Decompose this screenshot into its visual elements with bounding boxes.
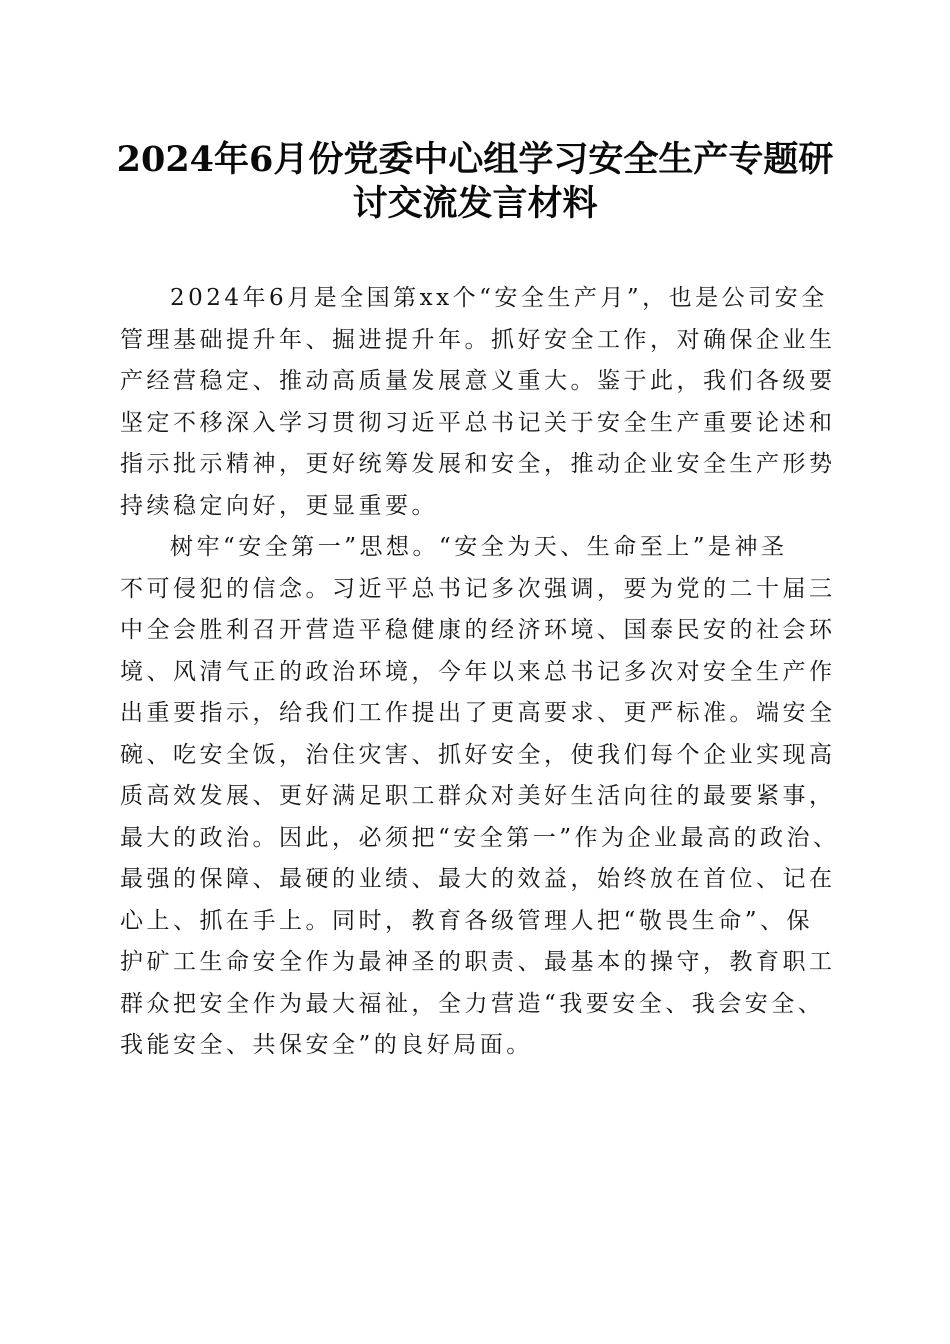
- title-line: 2024年6月份党委中心组学习安全生产专题研: [116, 139, 834, 180]
- paragraph-intro: [120, 278, 840, 527]
- paragraph-line: 中全会胜利召开营造平稳健康的经济环境、国泰民安的社会环: [120, 617, 836, 643]
- paragraph-line: 产经营稳定、推动高质量发展意义重大。鉴于此，我们各级要: [120, 368, 836, 394]
- document-body: [120, 278, 840, 1067]
- paragraph-line: 护矿工生命安全作为最神圣的职责、最基本的操守，教育职工: [120, 949, 836, 975]
- paragraph-line: 最强的保障、最硬的业绩、最大的效益，始终放在首位、记在: [120, 866, 836, 892]
- paragraph-line: 群众把安全作为最大福祉，全力营造“我要安全、我会安全、: [120, 990, 825, 1017]
- paragraph-line: 持续稳定向好，更显重要。: [120, 492, 438, 519]
- paragraph-line: 管理基础提升年、掘进提升年。抓好安全工作，对确保企业生: [120, 326, 836, 353]
- paragraph-line: 树牢“安全第一”思想。“安全为天、生命至上”是神圣: [170, 534, 788, 560]
- paragraph-line: 心上、抓在手上。同时，教育各级管理人把“敬畏生命”、保: [120, 907, 814, 934]
- document-title: [110, 138, 840, 226]
- paragraph-line: 出重要指示，给我们工作提出了更高要求、更严标准。端安全: [120, 700, 836, 726]
- paragraph-line: 指示批示精神，更好统筹发展和安全，推动企业安全生产形势: [120, 451, 836, 477]
- paragraph-line: 质高效发展、更好满足职工群众对美好生活向往的最要紧事，: [120, 783, 836, 809]
- title-line: 讨交流发言材料: [352, 183, 598, 224]
- paragraph-line: 碗、吃安全饭，治住灾害、抓好安全，使我们每个企业实现高: [120, 741, 836, 768]
- paragraph-line: 我能安全、共保安全”的良好局面。: [120, 1032, 533, 1058]
- paragraph-line: 坚定不移深入学习贯彻习近平总书记关于安全生产重要论述和: [120, 409, 836, 436]
- paragraph-line: 不可侵犯的信念。习近平总书记多次强调，要为党的二十届三: [120, 575, 836, 602]
- paragraph-safety-first: [120, 527, 840, 1067]
- paragraph-line: 2024年6月是全国第xx个“安全生产月”，也是公司安全: [170, 285, 828, 311]
- paragraph-line: 最大的政治。因此，必须把“安全第一”作为企业最高的政治、: [120, 824, 840, 851]
- paragraph-line: 境、风清气正的政治环境，今年以来总书记多次对安全生产作: [120, 658, 836, 685]
